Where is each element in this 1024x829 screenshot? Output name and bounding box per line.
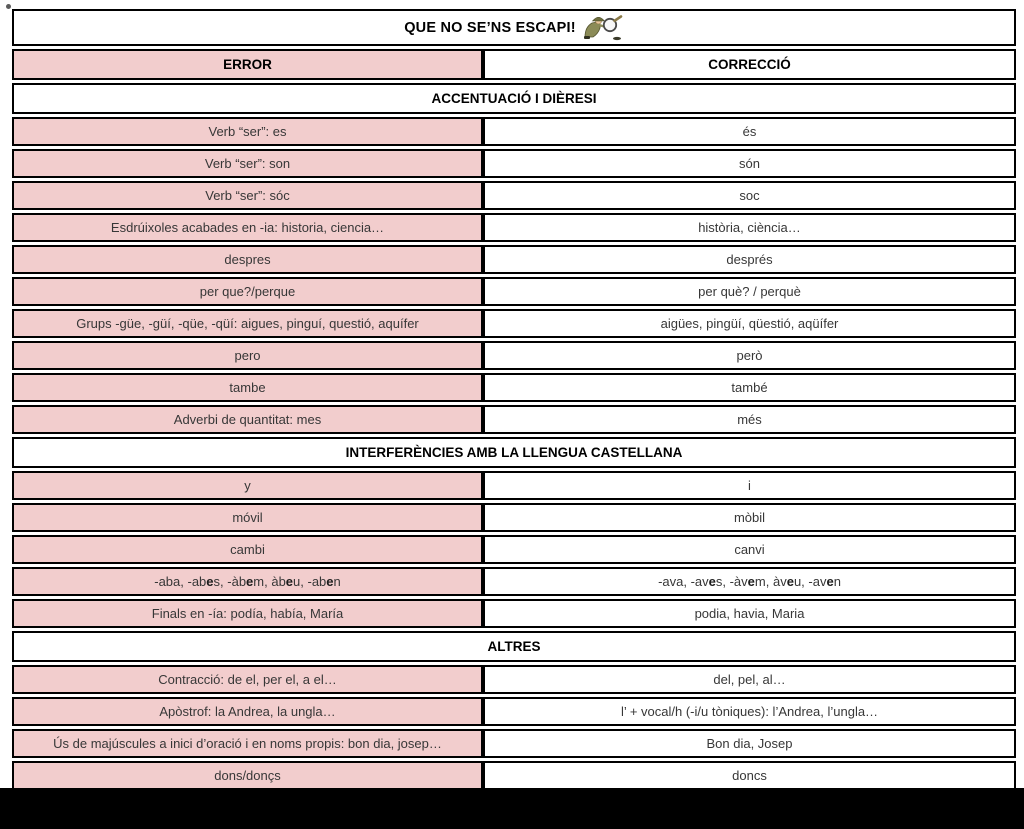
correction-cell: més [483, 405, 1016, 434]
error-correction-table [12, 6, 1016, 825]
table-row [12, 697, 1016, 726]
correction-cell: Bon dia, Josep [483, 729, 1016, 758]
correction-cell: soc [483, 181, 1016, 210]
column-header-correction: CORRECCIÓ [483, 49, 1016, 80]
correction-cell: canvi [483, 535, 1016, 564]
error-cell: per que?/perque [12, 277, 483, 306]
table-row [12, 117, 1016, 146]
table-row [12, 665, 1016, 694]
table-row [12, 277, 1016, 306]
correction-cell: després [483, 245, 1016, 274]
correction-cell: són [483, 149, 1016, 178]
correction-cell: però [483, 341, 1016, 370]
column-header-error: ERROR [12, 49, 483, 80]
correction-cell: podia, havia, Maria [483, 599, 1016, 628]
table-row [12, 213, 1016, 242]
section-title-accentuacio: ACCENTUACIÓ I DIÈRESI [12, 83, 1016, 114]
error-cell: Adverbi de quantitat: mes [12, 405, 483, 434]
table-row [12, 405, 1016, 434]
table-title-cell [12, 9, 1016, 46]
detective-with-magnifying-glass-icon [582, 14, 624, 41]
section-title-interferencies: INTERFERÈNCIES AMB LA LLENGUA CASTELLANA [12, 437, 1016, 468]
error-correction-table-container [12, 6, 1016, 825]
table-row [12, 535, 1016, 564]
section-title-altres: ALTRES [12, 631, 1016, 662]
table-row [12, 567, 1016, 596]
table-row [12, 503, 1016, 532]
error-cell: Esdrúixoles acabades en -ia: historia, ciencia… [12, 213, 483, 242]
error-cell: Verb “ser”: es [12, 117, 483, 146]
correction-cell: per què? / perquè [483, 277, 1016, 306]
column-header-row [12, 49, 1016, 80]
table-row [12, 729, 1016, 758]
correction-cell: aigües, pingüí, qüestió, aqüífer [483, 309, 1016, 338]
page-title: QUE NO SE’NS ESCAPI! [404, 19, 576, 36]
error-cell: cambi [12, 535, 483, 564]
section-header-row [12, 83, 1016, 114]
correction-cell: mòbil [483, 503, 1016, 532]
error-cell: despres [12, 245, 483, 274]
error-cell: -aba, -abes, -àbem, àbeu, -aben [12, 567, 483, 596]
table-row [12, 309, 1016, 338]
table-row [12, 373, 1016, 402]
table-row [12, 245, 1016, 274]
table-row [12, 761, 1016, 790]
bottom-black-bar [0, 788, 1024, 829]
error-cell: dons/donçs [12, 761, 483, 790]
error-cell: Contracció: de el, per el, a el… [12, 665, 483, 694]
table-row [12, 471, 1016, 500]
error-cell: Finals en -ía: podía, había, María [12, 599, 483, 628]
error-cell: móvil [12, 503, 483, 532]
table-row [12, 181, 1016, 210]
error-cell: y [12, 471, 483, 500]
error-cell: Verb “ser”: sóc [12, 181, 483, 210]
error-cell: pero [12, 341, 483, 370]
correction-cell: i [483, 471, 1016, 500]
page-speck [6, 4, 11, 9]
correction-cell: del, pel, al… [483, 665, 1016, 694]
error-cell: Apòstrof: la Andrea, la ungla… [12, 697, 483, 726]
table-row [12, 341, 1016, 370]
error-cell: Ús de majúscules a inici d’oració i en noms propis: bon dia, josep… [12, 729, 483, 758]
table-row [12, 599, 1016, 628]
table-title-row [12, 9, 1016, 46]
correction-cell: història, ciència… [483, 213, 1016, 242]
correction-cell: -ava, -aves, -àvem, àveu, -aven [483, 567, 1016, 596]
correction-cell: doncs [483, 761, 1016, 790]
error-cell: tambe [12, 373, 483, 402]
correction-cell: l’ + vocal/h (-i/u tòniques): l’Andrea, l’ungla… [483, 697, 1016, 726]
correction-cell: també [483, 373, 1016, 402]
error-cell: Verb “ser”: son [12, 149, 483, 178]
table-row [12, 149, 1016, 178]
correction-cell: és [483, 117, 1016, 146]
section-header-row [12, 631, 1016, 662]
error-cell: Grups -güe, -güí, -qüe, -qüí: aigues, pinguí, questió, aquífer [12, 309, 483, 338]
section-header-row [12, 437, 1016, 468]
